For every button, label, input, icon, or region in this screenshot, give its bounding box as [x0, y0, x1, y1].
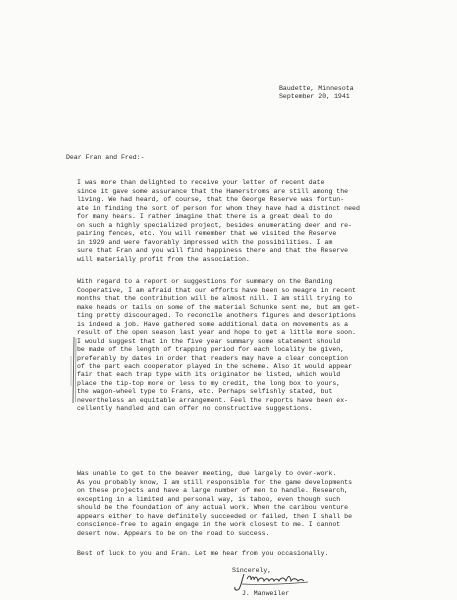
text-line: appears either to have definitely succeeded or failed, then I shall be — [77, 512, 353, 520]
letter-place: Baudette, Minnesota — [279, 85, 354, 92]
text-line: on these projects and have a large number of men to handle. Research, — [77, 487, 349, 495]
signer-name: J. Manweiler — [242, 590, 290, 597]
text-line: conscience-free to again engage in the work closest to me. I cannot — [77, 521, 341, 529]
text-line: result of the open season last year and hope to get a little more soon. — [77, 329, 356, 337]
text-line: ate in finding the sort of person for whom they have had a distinct need — [77, 204, 360, 212]
text-line: sure that Fran and you will find happiness there and that the Reserve — [77, 247, 349, 255]
text-line: Was unable to get to the beaver meeting, due largely to over-work. — [77, 470, 337, 478]
text-line: desert now. Appears to be on the road to success. — [77, 529, 270, 537]
text-line: should be the foundation of any actual work. When the caribou venture — [77, 504, 349, 512]
text-line: place the tip-top more or less to my credit, the long box to yours, — [77, 379, 341, 387]
text-line: I was more than delighted to receive your letter of recent date — [77, 179, 325, 187]
letter-closing: Sincerely, — [232, 567, 272, 574]
text-line: I would suggest that in the five year summary some statement should — [77, 337, 341, 345]
text-line: nevertheless an equitable arrangement. Feel the reports have been ex- — [77, 396, 349, 404]
text-line: With regard to a report or suggestions for summary on the Banding — [77, 278, 333, 286]
text-line: cellently handled and can offer no constructive suggestions. — [77, 405, 313, 413]
text-line: living. We had heard, of course, that the George Reserve was fortun- — [77, 196, 345, 204]
text-line: months that the contribution will be almost nill. I am still trying to — [77, 295, 353, 303]
text-line: Cooperative, I am afraid that our efforts have been so meagre in recent — [77, 286, 356, 294]
letter-salutation: Dear Fran and Fred:- — [66, 154, 145, 161]
letter-paragraph-1 — [77, 171, 360, 264]
text-line: fair that each trap type with its originator be listed, which would — [77, 371, 341, 379]
letterhead-place-date — [279, 85, 354, 102]
text-line: since it gave some assurance that the Hamerstroms are still among the — [77, 187, 349, 195]
text-line: on such a highly specialized project, besides enumerating deer and re- — [77, 221, 353, 229]
margin-bracket-mark — [68, 336, 78, 404]
text-line: pairing fences, etc. You will remember that we visited the Reserve — [77, 230, 337, 238]
text-line: for many hears. I rather imagine that there is a great deal to do — [77, 213, 333, 221]
text-line: is indeed a job. Have gathered some additional data on movements as a — [77, 320, 349, 328]
text-line: the wagon-wheel type to Frans, etc. Perhaps selfishly stated, but — [77, 388, 333, 396]
text-line: preferably by dates in order that readers may have a clear conception — [77, 354, 349, 362]
text-line: As you probably know, I am still responsible for the game developments — [77, 478, 353, 486]
letter-paragraph-3 — [77, 462, 352, 538]
text-line: of the part each cooperator played in the scheme. Also it would appear — [77, 362, 353, 370]
letter-paragraph-2 — [77, 270, 360, 414]
text-line: Best of luck to you and Fran. Let me hear from you occasionally. — [77, 550, 329, 558]
text-line: will materially profit from the association. — [77, 255, 250, 263]
letter-paragraph-4 — [77, 542, 328, 559]
text-line: make heads or tails on some of the material Schunke sent me, but am get- — [77, 303, 360, 311]
text-line: ting pretty discouraged. To reconcile anothers figures and descriptions — [77, 312, 356, 320]
text-line: be made of the length of trapping period for each locality be given, — [77, 346, 345, 354]
letter-date: September 20, 1941 — [279, 93, 350, 101]
text-line: excepting in a limited and personal way, is taboo, even though such — [77, 495, 341, 503]
text-line: in 1929 and were favorably impressed with the possibilities. I am — [77, 238, 333, 246]
